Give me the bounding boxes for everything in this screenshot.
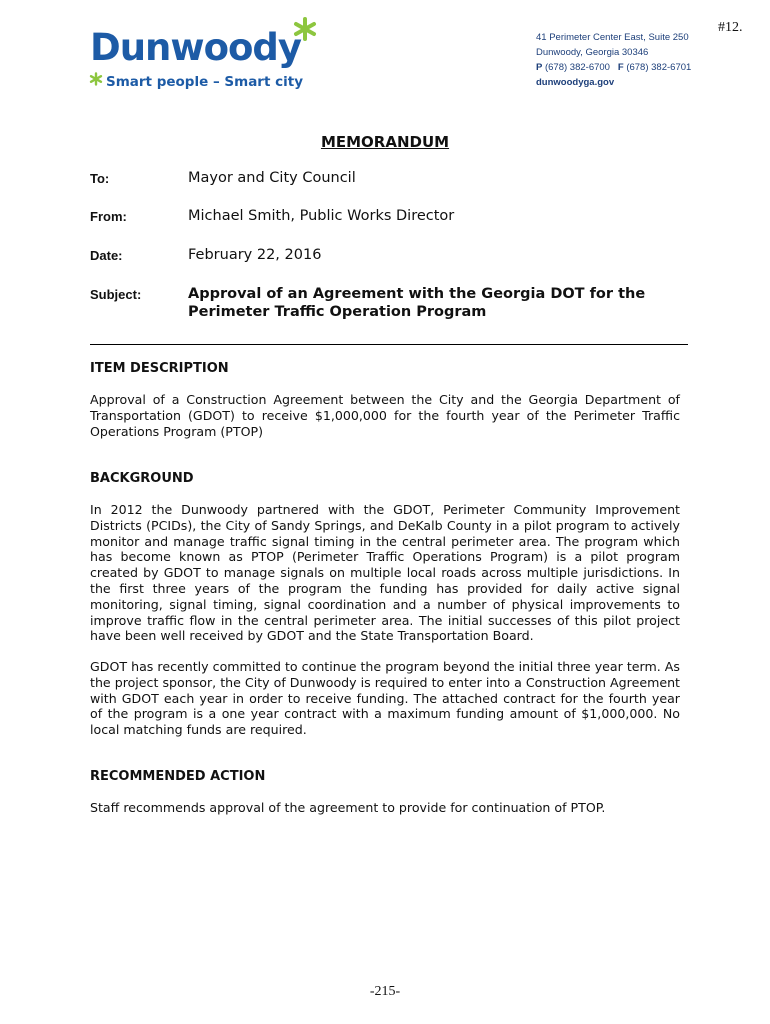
to-label: To: <box>90 171 110 186</box>
logo-tagline: Smart people – Smart city <box>106 74 303 90</box>
item-description-text: Approval of a Construction Agreement between the City and the Georgia Department of Transportation (GDOT) to receive $1,000,000 for the fourth year of the Perimeter Traffic Operations Program (PTOP) <box>90 392 680 439</box>
recommended-action-heading: RECOMMENDED ACTION <box>90 769 266 784</box>
phone-number: (678) 382-6700 <box>544 62 610 73</box>
fax-number: (678) 382-6701 <box>626 62 692 73</box>
background-paragraph-2: GDOT has recently committed to continue the program beyond the initial three year term. As the project sponsor, the City of Dunwoody is required to enter into a Construction Agreement with GDOT each year in order to receive funding. The attached contract for the fourth year of the program is a one year contract with a maximum funding amount of $1,000,000. No local matching funds are required. <box>90 659 680 738</box>
date-label: Date: <box>90 248 123 263</box>
subject-label: Subject: <box>90 287 142 302</box>
to-value: Mayor and City Council <box>188 170 356 186</box>
website-link[interactable]: dunwoodyga.gov <box>536 77 615 88</box>
date-value: February 22, 2016 <box>188 247 322 263</box>
from-label: From: <box>90 209 127 224</box>
memo-title: MEMORANDUM <box>320 133 450 151</box>
item-number: #12. <box>718 20 743 35</box>
page-footer-number: -215- <box>369 984 401 999</box>
tagline-star-icon <box>89 72 103 86</box>
subject-line-2: Perimeter Traffic Operation Program <box>188 304 487 320</box>
background-heading: BACKGROUND <box>90 471 194 486</box>
background-paragraph-1: In 2012 the Dunwoody partnered with the GDOT, Perimeter Community Improvement Districts (PCIDs), the City of Sandy Springs, and DeKalb County in a pilot program to actively monitor and manage traffic signal timing in the central perimeter area. The program which has become known as PTOP (Perimeter Traffic Operations Program) is a pilot program created by GDOT to manage signals on multiple local roads across multiple jurisdictions. In the first three years of the program the funding has provided for daily active signal monitoring, signal timing, signal coordination and a number of physical improvements to improve traffic flow in the central perimeter area. The initial successes of this pilot project have been well received by GDOT and the State Transportation Board. <box>90 502 680 644</box>
logo-wordmark: Dunwoody <box>90 26 302 69</box>
fax-label: F <box>617 62 624 73</box>
phone-fax-line <box>536 62 691 73</box>
from-value: Michael Smith, Public Works Director <box>188 208 455 224</box>
item-description-heading: ITEM DESCRIPTION <box>90 361 229 376</box>
header-divider <box>90 344 688 345</box>
logo-star-icon <box>292 16 318 42</box>
phone-label: P <box>536 62 543 73</box>
subject-line-1: Approval of an Agreement with the Georgia DOT for the <box>188 286 646 302</box>
address-line-1: 41 Perimeter Center East, Suite 250 <box>536 32 689 43</box>
address-line-2: Dunwoody, Georgia 30346 <box>536 47 649 58</box>
subject-value <box>188 285 668 321</box>
recommended-action-text: Staff recommends approval of the agreement to provide for continuation of PTOP. <box>90 800 606 815</box>
